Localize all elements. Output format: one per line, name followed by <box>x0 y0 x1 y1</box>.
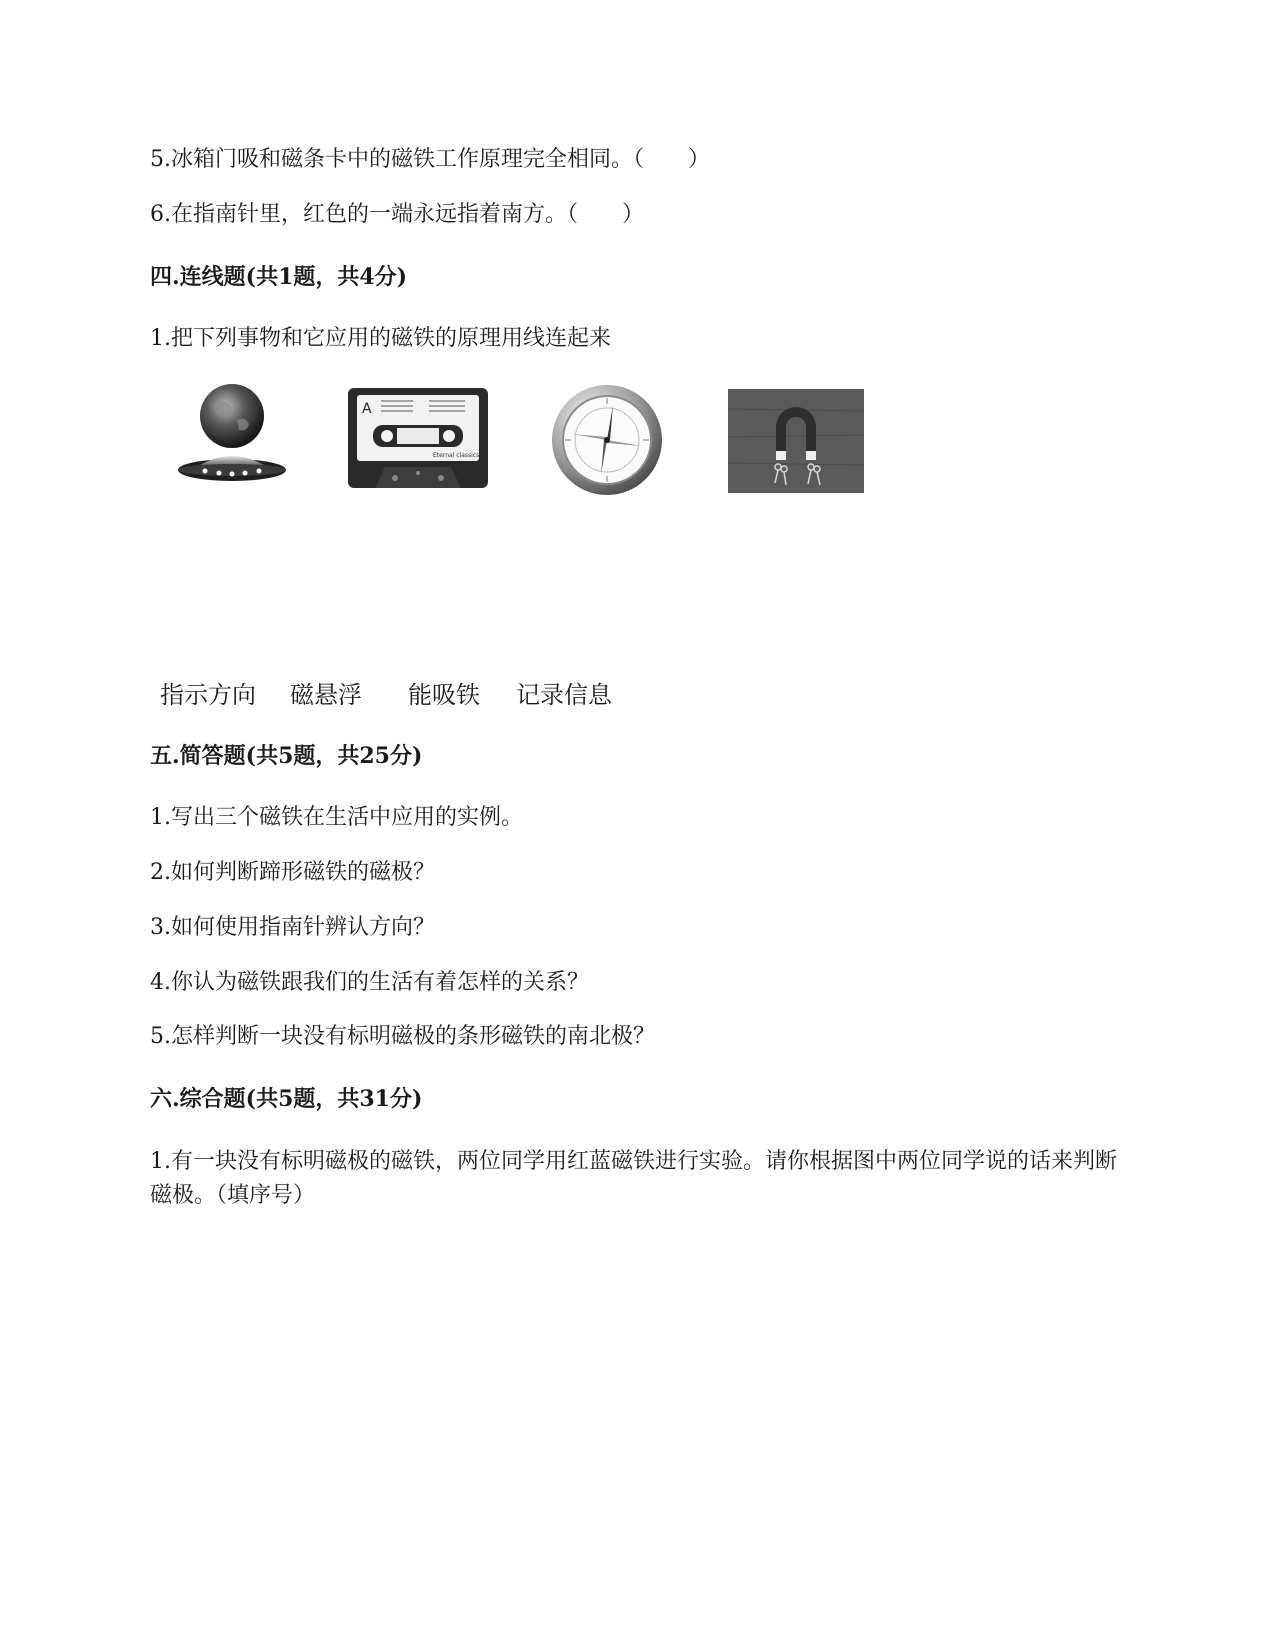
horseshoe-magnet-image <box>728 389 864 493</box>
compass-image <box>550 383 664 497</box>
short-answer-2: 2.如何判断蹄形磁铁的磁极？ <box>150 860 435 885</box>
label-direction: 指示方向 <box>160 681 256 709</box>
comprehensive-question-1: 1.有一块没有标明磁极的磁铁，两位同学用红蓝磁铁进行实验。请你根据图中两位同学说的话来判断磁极。（填序号） <box>150 1149 1117 1208</box>
label-record-info: 记录信息 <box>516 681 612 709</box>
section-4-heading: 四.连线题(共1题，共4分) <box>150 264 408 290</box>
cassette-tape-image <box>347 387 489 489</box>
label-levitation: 磁悬浮 <box>290 681 362 709</box>
matching-question-1: 1.把下列事物和它应用的磁铁的原理用线连起来 <box>150 326 611 351</box>
cassette-side-label: A <box>362 401 372 417</box>
short-answer-5: 5.怎样判断一块没有标明磁极的条形磁铁的南北极？ <box>150 1024 655 1049</box>
short-answer-1: 1.写出三个磁铁在生活中应用的实例。 <box>150 805 523 830</box>
question-tf-6: 6.在指南针里，红色的一端永远指着南方。（ ） <box>150 202 644 227</box>
short-answer-4: 4.你认为磁铁跟我们的生活有着怎样的关系？ <box>150 970 589 995</box>
question-tf-5: 5.冰箱门吸和磁条卡中的磁铁工作原理完全相同。（ ） <box>150 147 710 172</box>
section-6-heading: 六.综合题(共5题，共31分) <box>150 1086 423 1112</box>
section-5-heading: 五.简答题(共5题，共25分) <box>150 743 423 769</box>
label-attract-iron: 能吸铁 <box>408 681 480 709</box>
matching-labels <box>160 675 680 707</box>
levitation-globe-image <box>175 382 293 494</box>
cassette-brand-label: Eternal classics <box>433 452 480 459</box>
short-answer-3: 3.如何使用指南针辨认方向？ <box>150 915 435 940</box>
matching-images <box>175 395 915 520</box>
